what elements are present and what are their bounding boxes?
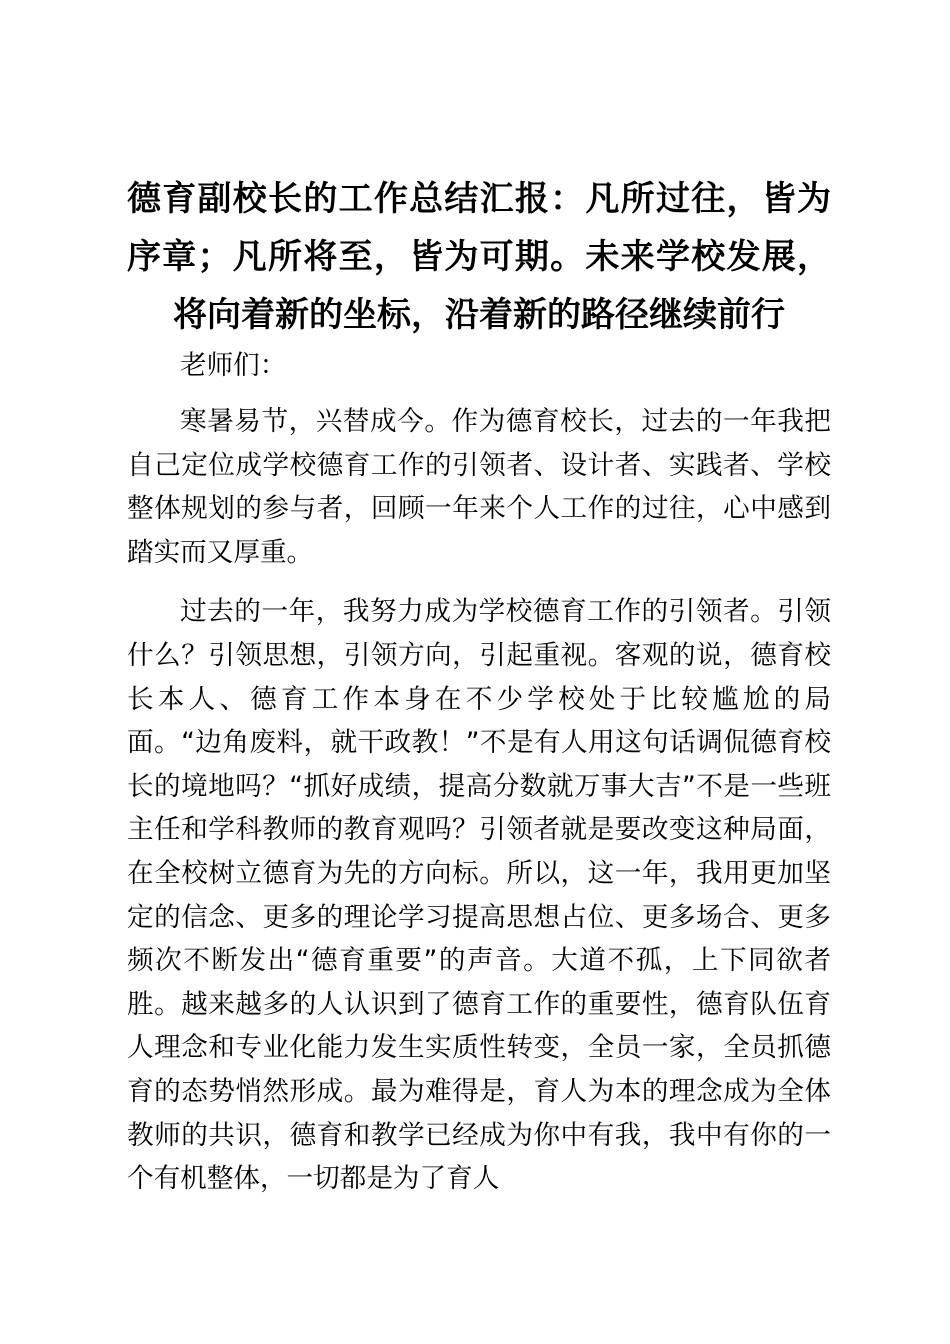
paragraph-1: 寒暑易节，兴替成今。作为德育校长，过去的一年我把自己定位成学校德育工作的引领者、设计者、实践者、学校整体规划的参与者，回顾一年来个人工作的过往，心中感到踏实而又厚重。 <box>127 406 831 568</box>
paragraph-2: 过去的一年，我努力成为学校德育工作的引领者。引领什么？引领思想，引领方向，引起重视。客观的说，德育校长本人、德育工作本身在不少学校处于比较尴尬的局面。“边角废料，就干政教！”不是有人用这句话调侃德育校长的境地吗？“抓好成绩，提高分数就万事大吉”不是一些班主任和学科教师的教育观吗？引领者就是要改变这种局面，在全校树立德育为先的方向标。所以，这一年，我用更加坚定的信念、更多的理论学习提高思想占位、更多场合、更多频次不断发出“德育重要”的声音。大道不孤，上下同欲者胜。越来越多的人认识到了德育工作的重要性，德育队伍育人理念和专业化能力发生实质性转变，全员一家，全员抓德育的态势悄然形成。最为难得是，育人为本的理念成为全体教师的共识，德育和教学已经成为你中有我，我中有你的一个有机整体，一切都是为了育人 <box>127 596 831 1195</box>
salutation: 老师们： <box>180 350 287 381</box>
document-title: 德育副校长的工作总结汇报：凡所过往，皆为序章；凡所将至，皆为可期。未来学校发展，将向着新的坐标，沿着新的路径继续前行 <box>127 179 831 335</box>
document-page <box>127 170 831 1201</box>
